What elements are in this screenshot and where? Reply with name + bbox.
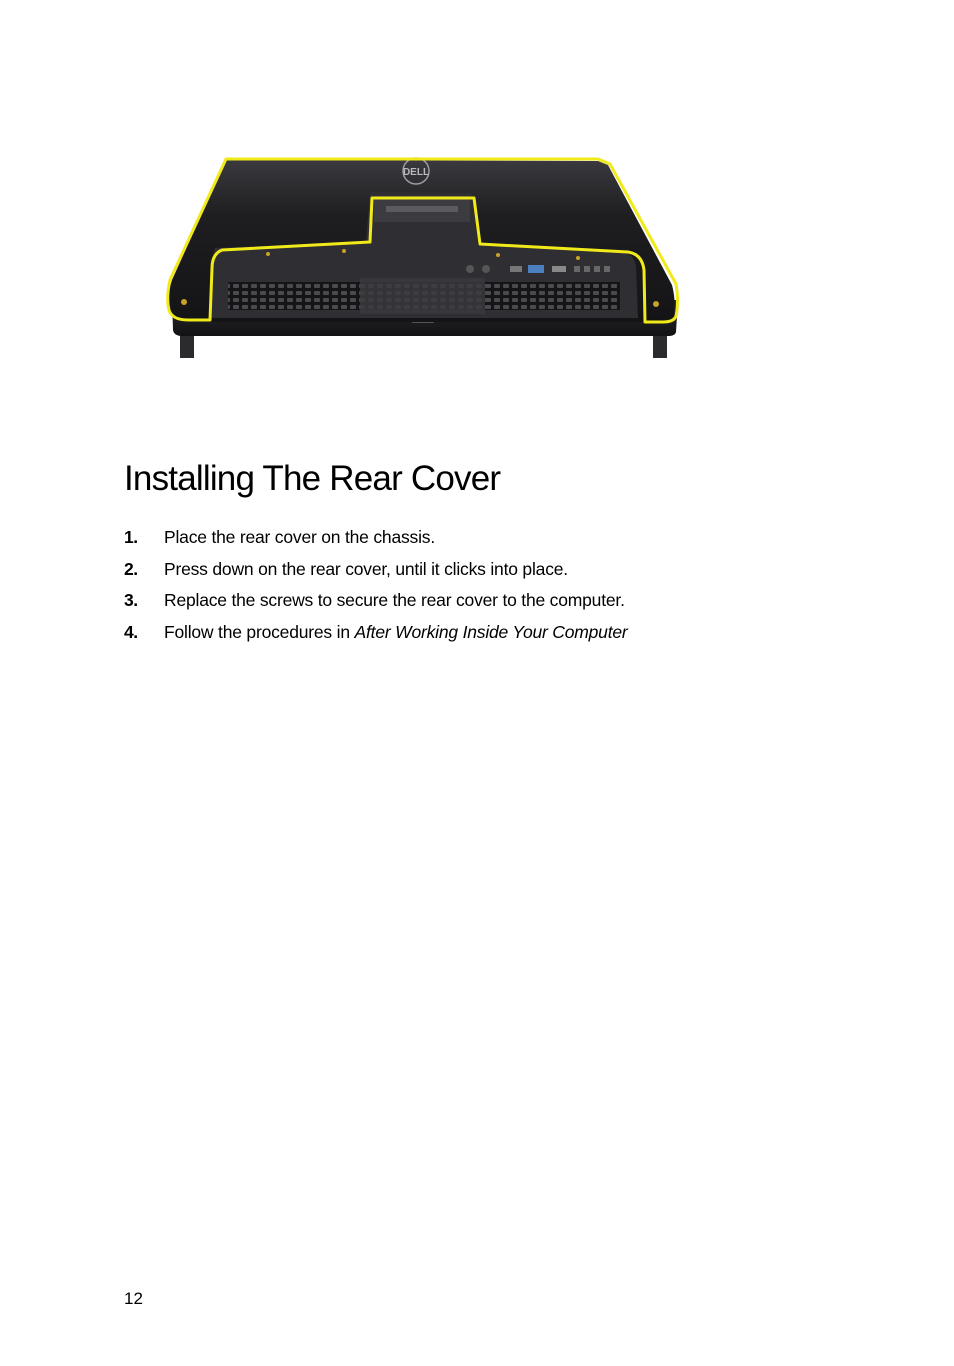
step-number: 1.	[124, 527, 138, 547]
shield-plate	[360, 278, 485, 314]
rear-cover-illustration	[160, 150, 690, 365]
ports-row	[466, 265, 610, 273]
step-number: 3.	[124, 590, 138, 611]
svg-text:DELL: DELL	[402, 167, 430, 178]
step-text: Follow the procedures in	[164, 621, 355, 642]
section-title: Installing The Rear Cover	[124, 459, 501, 498]
step-text: Press down on the rear cover, until it clicks into place.	[164, 558, 568, 579]
stand-hinge	[386, 206, 458, 212]
step-text-container	[164, 619, 628, 645]
step-text: Place the rear cover on the chassis.	[164, 527, 435, 547]
after-working-inside-link[interactable]: After Working Inside Your Computer	[354, 621, 628, 642]
rear-cover-figure	[160, 150, 690, 365]
page-number: 12	[124, 1289, 143, 1308]
step-number: 2.	[124, 558, 138, 579]
step-text: Replace the screws to secure the rear cover to the computer.	[164, 590, 625, 611]
step-number: 4.	[124, 621, 138, 642]
